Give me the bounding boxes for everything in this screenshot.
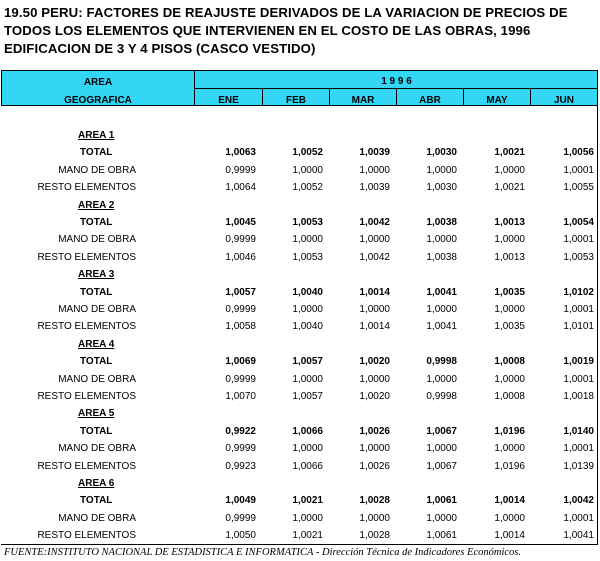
table-cell: 1,0000 (359, 234, 390, 246)
table-cell: 1,0001 (563, 512, 594, 524)
table-cell: 1,0000 (494, 304, 525, 315)
table-cell: 1,0000 (494, 234, 525, 246)
row-label: RESTO ELEMENTOS (37, 321, 136, 333)
table-cell: 1,0014 (494, 495, 525, 507)
table-cell: 1,0030 (426, 147, 457, 159)
area-name: AREA 3 (78, 269, 115, 281)
table-cell: 1,0035 (494, 286, 525, 298)
header-year: 1 9 9 6 (381, 76, 412, 87)
table-cell: 1,0001 (563, 234, 594, 246)
table-cell: 1,0057 (292, 356, 323, 368)
table-cell: 0,9999 (225, 164, 256, 176)
table-cell: 1,0038 (426, 251, 457, 263)
table-row (0, 231, 600, 248)
table-cell: 1,0061 (426, 530, 457, 542)
table-cell: 1,0030 (426, 182, 457, 194)
table-cell: 1,0053 (292, 217, 323, 228)
table-cell: 1,0050 (225, 530, 256, 542)
table-cell: 1,0057 (225, 286, 256, 298)
title-line-2: TODOS LOS ELEMENTOS QUE INTERVIENEN EN EL COSTO DE LAS OBRAS, 1996 (4, 23, 531, 38)
table-cell: 1,0069 (225, 356, 256, 368)
table-cell: 1,0067 (426, 460, 457, 472)
table-cell: 1,0000 (359, 164, 390, 176)
table-cell: 1,0020 (359, 391, 390, 402)
table-row (0, 214, 600, 231)
table-cell: 1,0067 (426, 425, 457, 437)
table-cell: 1,0026 (359, 425, 390, 437)
table-cell: 1,0057 (292, 391, 323, 402)
row-label: MANO DE OBRA (58, 234, 136, 246)
table-cell: 1,0008 (494, 356, 525, 368)
table-cell: 1,0000 (494, 164, 525, 176)
table-cell: 1,0014 (359, 321, 390, 333)
table-cell: 0,9999 (225, 512, 256, 524)
area-heading-row (0, 266, 600, 283)
table-cell: 1,0102 (563, 286, 594, 298)
table-cell: 1,0000 (292, 512, 323, 524)
table-cell: 1,0008 (494, 391, 525, 402)
table-cell: 1,0000 (292, 373, 323, 385)
table-row (0, 423, 600, 440)
table-cell: 1,0046 (225, 251, 256, 263)
header-month-abr: ABR (419, 95, 441, 106)
table-cell: 1,0058 (225, 321, 256, 333)
header-month-may: MAY (486, 95, 508, 106)
title-line-1: 19.50 PERU: FACTORES DE REAJUSTE DERIVADOS DE LA VARIACION DE PRECIOS DE (4, 5, 568, 20)
table-cell: 1,0000 (426, 373, 457, 385)
area-heading-row (0, 475, 600, 492)
row-label: TOTAL (80, 286, 113, 298)
title-line-3: EDIFICACION DE 3 Y 4 PISOS (CASCO VESTIDO) (4, 41, 316, 56)
table-cell: 1,0042 (359, 217, 390, 228)
table-cell: 1,0040 (292, 321, 323, 333)
table-cell: 1,0026 (359, 460, 390, 472)
table-cell: 1,0021 (292, 495, 323, 507)
table-cell: 1,0035 (494, 321, 525, 333)
table-cell: 1,0014 (494, 530, 525, 542)
table-cell: 1,0000 (494, 443, 525, 455)
table-cell: 1,0038 (426, 217, 457, 228)
table-cell: 0,9922 (225, 425, 256, 437)
table-cell: 1,0021 (494, 147, 525, 159)
table-cell: 1,0000 (292, 234, 323, 246)
row-label: RESTO ELEMENTOS (37, 391, 136, 402)
table-cell: 1,0013 (494, 251, 525, 263)
table-cell: 1,0052 (292, 147, 323, 159)
row-label: RESTO ELEMENTOS (37, 251, 136, 263)
table-cell: 1,0000 (359, 373, 390, 385)
table-row (0, 510, 600, 527)
table-cell: 1,0063 (225, 147, 256, 159)
area-heading-row (0, 127, 600, 144)
table-cell: 1,0041 (563, 530, 594, 542)
table-cell: 0,9923 (225, 460, 256, 472)
row-label: RESTO ELEMENTOS (37, 530, 136, 542)
row-label: TOTAL (80, 147, 113, 159)
table-row (0, 144, 600, 161)
table-row (0, 179, 600, 196)
table-cell: 1,0140 (563, 425, 594, 437)
table-cell: 0,9998 (426, 356, 457, 368)
table-cell: 1,0019 (563, 356, 594, 368)
table-cell: 1,0042 (359, 251, 390, 263)
table-cell: 1,0055 (563, 182, 594, 194)
table-cell: 1,0053 (563, 251, 594, 263)
table-row (0, 388, 600, 405)
table-cell: 1,0000 (292, 443, 323, 455)
header-month-jun: JUN (553, 95, 574, 106)
table-cell: 1,0028 (359, 530, 390, 542)
header-month-mar: MAR (351, 95, 375, 106)
table-cell: 1,0013 (494, 217, 525, 228)
table-cell: 1,0020 (359, 356, 390, 368)
table-cell: 1,0054 (563, 217, 594, 228)
header-area-label-2: GEOGRAFICA (64, 95, 132, 106)
table-cell: 1,0064 (225, 182, 256, 194)
table-cell: 1,0039 (359, 182, 390, 194)
row-label: RESTO ELEMENTOS (37, 460, 136, 472)
table-row (0, 440, 600, 457)
table-cell: 1,0001 (563, 164, 594, 176)
area-name: AREA 5 (78, 408, 115, 420)
table-cell: 1,0000 (494, 512, 525, 524)
table-row (0, 318, 600, 335)
header-month-feb: FEB (286, 95, 306, 106)
area-heading-row (0, 405, 600, 422)
table-cell: 1,0041 (426, 286, 457, 298)
header-month-ene: ENE (218, 95, 239, 106)
table-cell: 1,0000 (292, 304, 323, 315)
table-title (4, 4, 598, 58)
table-cell: 1,0000 (426, 234, 457, 246)
row-label: MANO DE OBRA (58, 512, 136, 524)
table-cell: 0,9998 (426, 391, 457, 402)
row-label: MANO DE OBRA (58, 443, 136, 455)
row-label: TOTAL (80, 356, 113, 368)
table-cell: 1,0196 (494, 425, 525, 437)
header-area-label: AREA (83, 77, 113, 88)
source-note: FUENTE:INSTITUTO NACIONAL DE ESTADISTICA E INFORMATICA - Dirección Técnica de Indicadores Económicos. (4, 547, 521, 558)
table-cell: 1,0066 (292, 425, 323, 437)
table-row (0, 458, 600, 475)
table-cell: 1,0018 (563, 391, 594, 402)
table-cell: 1,0066 (292, 460, 323, 472)
table-cell: 1,0000 (426, 512, 457, 524)
table-cell: 1,0101 (563, 321, 594, 333)
table-cell: 1,0039 (359, 147, 390, 159)
area-name: AREA 6 (78, 478, 115, 489)
table-cell: 1,0061 (426, 495, 457, 507)
table-cell: 1,0001 (563, 443, 594, 455)
area-heading-row (0, 197, 600, 214)
table-cell: 1,0040 (292, 286, 323, 298)
table-row (0, 353, 600, 370)
table-row (0, 492, 600, 509)
table-cell: 1,0045 (225, 217, 256, 228)
table-cell: 0,9999 (225, 234, 256, 246)
area-name: AREA 1 (78, 130, 115, 141)
table-cell: 1,0021 (292, 530, 323, 542)
table-row (0, 162, 600, 179)
row-label: TOTAL (80, 425, 113, 437)
table-cell: 1,0139 (563, 460, 594, 472)
table-row (0, 371, 600, 388)
table-cell: 1,0000 (426, 164, 457, 176)
table-row (0, 527, 600, 544)
row-label: MANO DE OBRA (58, 164, 136, 176)
table-cell: 1,0042 (563, 495, 594, 507)
table-cell: 1,0052 (292, 182, 323, 194)
table-cell: 1,0000 (359, 443, 390, 455)
table-cell: 0,9999 (225, 443, 256, 455)
table-cell: 1,0000 (359, 304, 390, 315)
table-row (0, 301, 600, 318)
table-cell: 1,0053 (292, 251, 323, 263)
row-label: MANO DE OBRA (58, 373, 136, 385)
table-cell: 0,9999 (225, 373, 256, 385)
table-cell: 1,0000 (494, 373, 525, 385)
table-cell: 1,0001 (563, 304, 594, 315)
table-cell: 1,0028 (359, 495, 390, 507)
table-cell: 1,0056 (563, 147, 594, 159)
row-label: RESTO ELEMENTOS (37, 182, 136, 194)
row-label: TOTAL (80, 217, 113, 228)
table-row (0, 284, 600, 301)
area-heading-row (0, 336, 600, 353)
table-cell: 1,0196 (494, 460, 525, 472)
table-cell: 1,0014 (359, 286, 390, 298)
table-cell: 1,0000 (359, 512, 390, 524)
table-cell: 1,0000 (426, 304, 457, 315)
table-cell: 0,9999 (225, 304, 256, 315)
table-cell: 1,0021 (494, 182, 525, 194)
table-cell: 1,0049 (225, 495, 256, 507)
area-name: AREA 2 (78, 199, 115, 211)
table-cell: 1,0001 (563, 373, 594, 385)
table-cell: 1,0000 (292, 164, 323, 176)
row-label: MANO DE OBRA (58, 304, 136, 315)
table-cell: 1,0000 (426, 443, 457, 455)
table-row (0, 249, 600, 266)
area-name: AREA 4 (78, 338, 115, 350)
row-label: TOTAL (80, 495, 113, 507)
table-cell: 1,0070 (225, 391, 256, 402)
table-cell: 1,0041 (426, 321, 457, 333)
